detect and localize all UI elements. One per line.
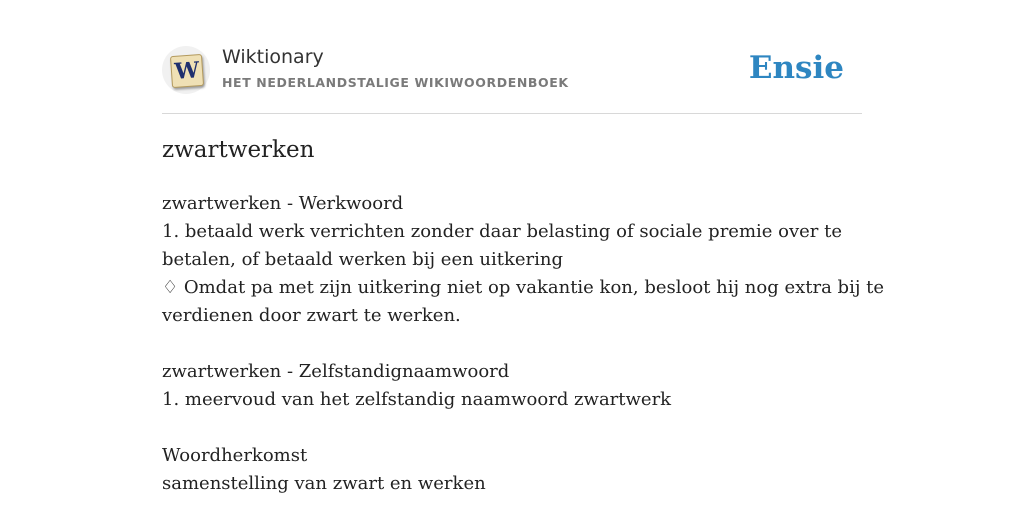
verb-example-line-2: verdienen door zwart te werken.	[162, 305, 461, 326]
spacer	[162, 330, 862, 358]
spacer	[162, 414, 862, 442]
site-subtitle: HET NEDERLANDSTALIGE WIKIWOORDENBOEK	[222, 75, 569, 90]
verb-definition-line-2: betalen, of betaald werken bij een uitkering	[162, 249, 564, 270]
page-title: zwartwerken	[162, 137, 315, 163]
header-divider	[162, 113, 862, 114]
noun-definition: 1. meervoud van het zelfstandig naamwoord zwartwerk	[162, 389, 672, 410]
etymology-text: samenstelling van zwart en werken	[162, 473, 486, 494]
wiktionary-logo[interactable]	[162, 46, 210, 94]
verb-heading: zwartwerken - Werkwoord	[162, 193, 404, 214]
verb-definition-line-1: 1. betaald werk verrichten zonder daar belasting of sociale premie over te	[162, 221, 843, 242]
verb-example-line-1: ♢ Omdat pa met zijn uitkering niet op vakantie kon, besloot hij nog extra bij te	[162, 277, 885, 298]
site-name[interactable]: Wiktionary	[222, 46, 324, 68]
definition-content	[162, 190, 885, 498]
noun-heading: zwartwerken - Zelfstandignaamwoord	[162, 361, 510, 382]
site-header	[162, 46, 862, 96]
wiktionary-logo-tile-icon: W	[170, 54, 204, 88]
etymology-heading: Woordherkomst	[162, 445, 308, 466]
ensie-brand-link[interactable]: Ensie	[748, 50, 844, 86]
